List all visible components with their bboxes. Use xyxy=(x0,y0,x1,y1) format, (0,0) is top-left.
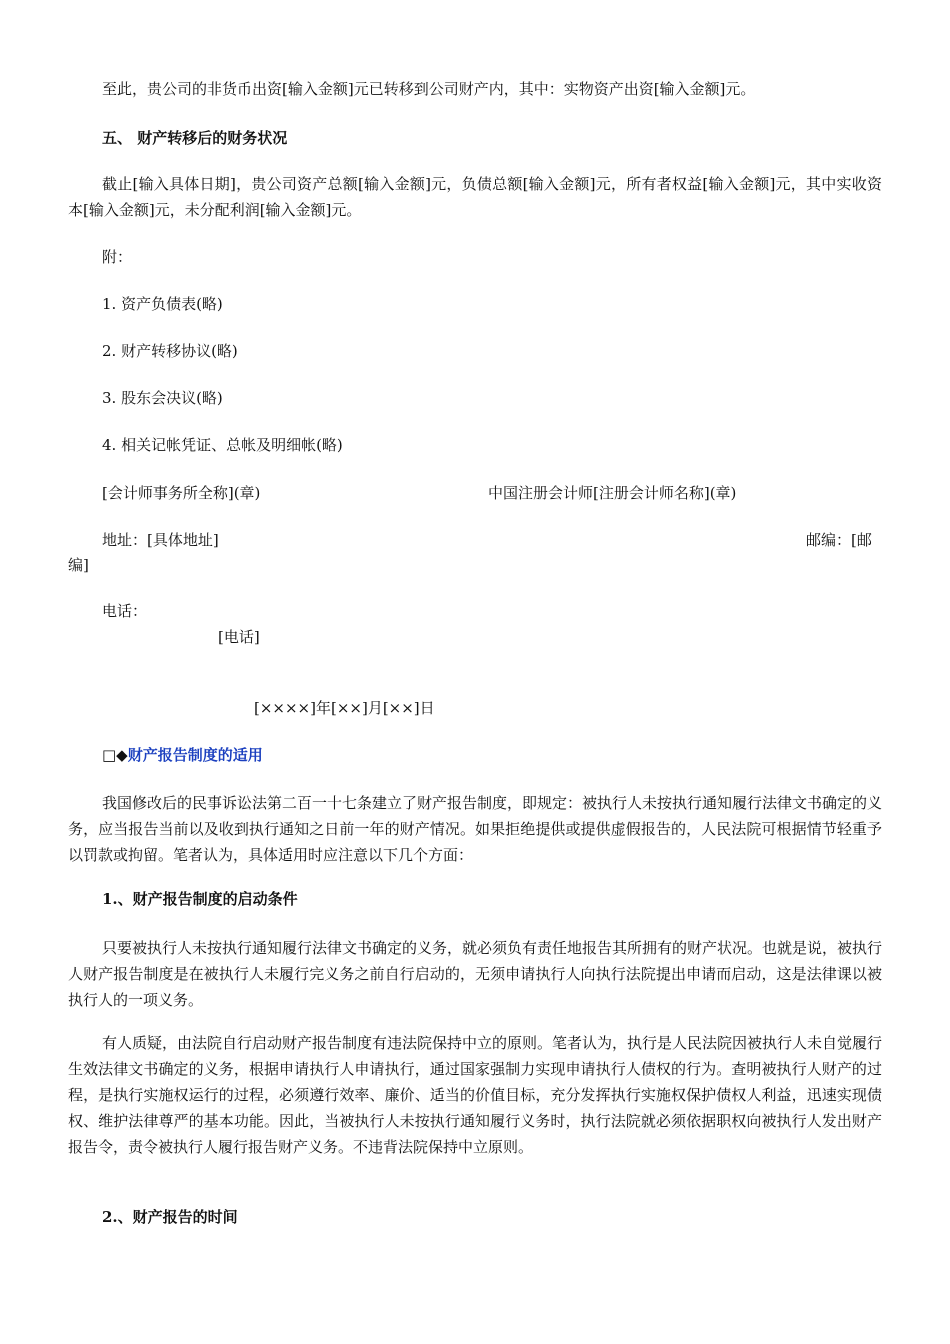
section-5-paragraph: 截止[输入具体日期]，贵公司资产总额[输入金额]元，负债总额[输入金额]元，所有者权益[输入金额]元，其中实收资本[输入金额]元，未分配利润[输入金额]元。 xyxy=(68,175,882,219)
intro-line: 至此，贵公司的非货币出资[输入金额]元已转移到公司财产内，其中：实物资产出资[输入金额]元。 xyxy=(102,80,756,98)
article-intro-paragraph: 我国修改后的民事诉讼法第二百一十七条建立了财产报告制度，即规定：被执行人未按执行通知履行法律文书确定的义务，应当报告当前以及收到执行通知之日前一年的财产情况。如果拒绝提供或提供虚假报告的，人民法院可根据情节轻重予以罚款或拘留。笔者认为，具体适用时应注意以下几个方面： xyxy=(68,794,883,864)
article-title-prefix: □◆ xyxy=(102,746,128,764)
postcode-part-1: 邮编：[邮 xyxy=(806,531,872,549)
subsection-1-heading: 1.、财产报告制度的启动条件 xyxy=(102,890,298,908)
postcode-part-2: 编] xyxy=(68,556,89,574)
subsection-1-paragraph-2: 有人质疑，由法院自行启动财产报告制度有违法院保持中立的原则。笔者认为，执行是人民法院因被执行人未自觉履行生效法律文书确定的义务，根据申请执行人申请执行，通过国家强制力实现申请执行人债权的行为。查明被执行人财产的过程，是执行实施权运行的过程，必须遵行效率、廉价、适当的价值目标，充分发挥执行实施权保护债权人利益，迅速实现债权、维护法律尊严的基本功能。因此，当被执行人未按执行通知履行义务时，执行法院就必须依据职权向被执行人发出财产报告令，责令被执行人履行报告财产义务。不违背法院保持中立原则。 xyxy=(68,1034,883,1156)
attachment-item-4: 4. 相关记帐凭证、总帐及明细帐(略) xyxy=(102,436,343,454)
article-title[interactable] xyxy=(102,742,263,768)
attachments-label: 附： xyxy=(102,248,133,266)
report-date: [××××]年[××]月[××]日 xyxy=(254,699,435,717)
subsection-1-paragraph-1: 只要被执行人未按执行通知履行法律文书确定的义务，就必须负有责任地报告其所拥有的财产状况。也就是说，被执行人财产报告制度是在被执行人未履行完义务之前自行启动的，无须申请执行人向执行法院提出申请而启动，这是法律课以被执行人的一项义务。 xyxy=(68,939,883,1009)
attachment-item-1: 1. 资产负债表(略) xyxy=(102,295,223,313)
attachment-item-3: 3. 股东会决议(略) xyxy=(102,389,223,407)
section-5-heading: 五、 财产转移后的财务状况 xyxy=(102,129,288,147)
signature-firm: [会计师事务所全称](章) xyxy=(102,484,261,502)
phone-value: [电话] xyxy=(218,628,260,646)
signature-accountant: 中国注册会计师[注册会计师名称](章) xyxy=(488,484,737,502)
address-line: 地址：[具体地址] xyxy=(102,531,219,549)
article-title-link[interactable]: 财产报告制度的适用 xyxy=(127,746,263,764)
phone-label: 电话： xyxy=(102,602,148,620)
attachment-item-2: 2. 财产转移协议(略) xyxy=(102,342,238,360)
subsection-2-heading: 2.、财产报告的时间 xyxy=(102,1208,238,1226)
